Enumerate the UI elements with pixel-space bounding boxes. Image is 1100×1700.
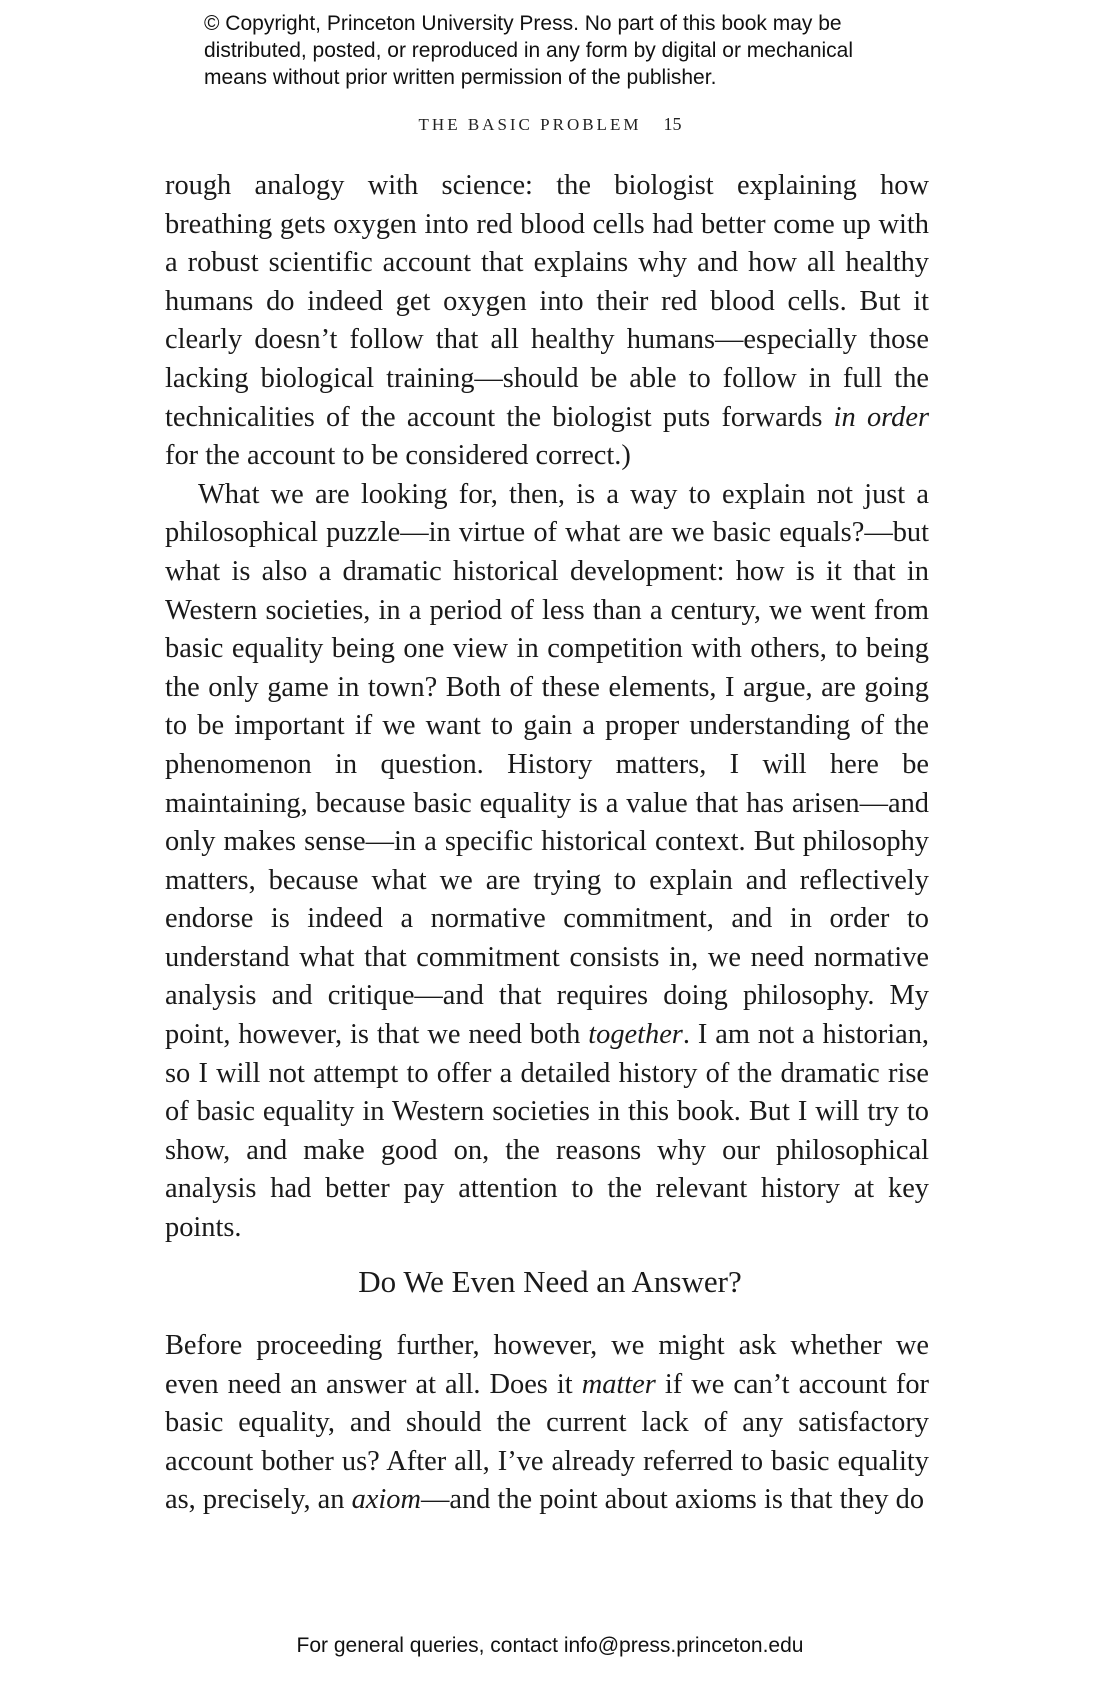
emphasis: axiom <box>351 1484 421 1516</box>
body-text-bottom <box>165 1327 929 1520</box>
text-run: for the account to be considered correct.) <box>165 440 631 472</box>
running-head <box>0 114 1100 135</box>
text-run: . I am not a historian, so I will not attempt to offer a detailed history of the dramatic rise of basic equality in Western societies in this book. But I will try to show, and make good on, the reasons why our philosophical analysis had better pay attention to the relevant history at key points. <box>165 1019 929 1244</box>
paragraph <box>165 476 929 1248</box>
text-run: if we can’t account for basic equality, and should the current lack of any satisfactory account bother us? After all, I’ve already referred to basic equality as, precisely, an <box>165 1368 929 1516</box>
copyright-notice: © Copyright, Princeton University Press. No part of this book may be distributed, posted, or reproduced in any form by digital or mechanical means without prior written permission of the publisher. <box>204 12 854 89</box>
text-run: —and the point about axioms is that they do <box>420 1484 925 1516</box>
emphasis: together <box>588 1019 683 1051</box>
emphasis: matter <box>581 1368 656 1400</box>
running-head-title: THE BASIC PROBLEM <box>418 115 642 134</box>
paragraph <box>165 1327 929 1520</box>
footer-contact: For general queries, contact info@press.princeton.edu <box>296 1634 804 1657</box>
paragraph <box>165 167 929 476</box>
section-heading: Do We Even Need an Answer? <box>358 1264 742 1299</box>
text-run: What we are looking for, then, is a way to explain not just a philosophical puzzle—in virtue of what are we basic equals?—but what is also a dramatic historical development: how is it that in Western societies, in a period of less than a century, we went from basic equality being one view in competition with others, to being the only game in town? Both of these elements, I argue, are going to be important if we want to gain a proper understanding of the phenomenon in question. History matters, I will here be maintaining, because basic equality is a value that has arisen—and only makes sense—in a specific historical context. But philosophy matters, because what we are trying to explain and reflectively endorse is indeed a normative commitment, and in order to understand what that commitment consists in, we need normative analysis and critique—and that requires doing philosophy. My point, however, is that we need both <box>165 478 929 1051</box>
text-run: rough analogy with science: the biologist explaining how breathing gets oxygen into red blood cells had better come up with a robust scientific account that explains why and how all healthy humans do indeed get oxygen into their red blood cells. But it clearly doesn’t follow that all healthy humans—especially those lacking biological training—should be able to follow in full the technicalities of the account the biologist puts forwards <box>165 170 929 433</box>
text-run: Before proceeding further, however, we might ask whether we even need an answer at all. Does it <box>165 1330 929 1400</box>
emphasis: in order <box>833 401 930 433</box>
body-text-top <box>165 167 929 1248</box>
page-number: 15 <box>663 114 682 134</box>
